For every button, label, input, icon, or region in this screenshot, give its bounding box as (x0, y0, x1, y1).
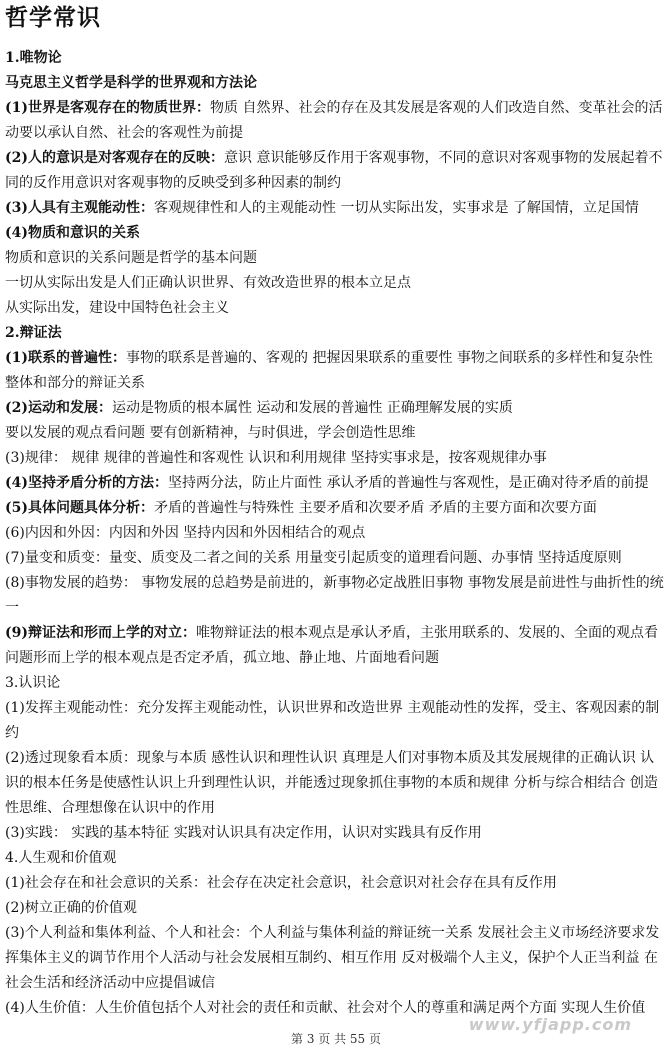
body-text: (2)透过现象看本质：现象与本质 感性认识和理性认识 真理是人们对事物本质及其发展规律的正确认识 认识的根本任务是使感性认识上升到理性认识，并能透过现象抓住事物的本质和规律 分析与综合相结合 创造性思维、合理想像在认识中的作用 (5, 750, 658, 816)
paragraph (5, 196, 667, 221)
body-text: 3.认识论 (5, 675, 61, 691)
body-text: 从实际出发，建设中国特色社会主义 (5, 300, 229, 316)
body-text: (1)社会存在和社会意识的关系：社会存在决定社会意识，社会意识对社会存在具有反作用 (5, 875, 557, 891)
paragraph (5, 421, 667, 446)
paragraph (5, 246, 667, 271)
paragraph (5, 496, 667, 521)
page-footer: 第 3 页 共 55 页 (291, 1032, 381, 1046)
body-text: 物质和意识的关系问题是哲学的基本问题 (5, 250, 257, 266)
paragraph (5, 521, 667, 546)
paragraph (5, 696, 667, 746)
paragraph (5, 571, 667, 621)
body-text: 4.人生观和价值观 (5, 850, 117, 866)
paragraph (5, 671, 667, 696)
body-text: 唯物辩证法的根本观点是承认矛盾，主张用联系的、发展的、全面的观点看问题形而上学的根本观点是否定矛盾，孤立地、静止地、片面地看问题 (5, 625, 658, 666)
body-text: 坚持两分法，防止片面性 承认矛盾的普遍性与客观性，是正确对待矛盾的前提 (168, 475, 649, 491)
bold-text: (5)具体问题具体分析： (5, 500, 154, 516)
body-text: (7)量变和质变：量变、质变及二者之间的关系 用量变引起质变的道理看问题、办事情 坚持适度原则 (5, 550, 622, 566)
paragraph (5, 346, 667, 396)
paragraph (5, 296, 667, 321)
bold-text: (2)运动和发展： (5, 400, 112, 416)
document-body (5, 46, 667, 1021)
body-text: (3)规律： 规律 规律的普遍性和客观性 认识和利用规律 坚持实事求是，按客观规律办事 (5, 450, 547, 466)
bold-text: 2.辩证法 (5, 325, 62, 341)
watermark: www.yfjapp.com (468, 1015, 632, 1034)
paragraph (5, 96, 667, 146)
body-text: 要以发展的观点看问题 要有创新精神，与时俱进，学会创造性思维 (5, 425, 416, 441)
body-text: 物质 自然界、社会的存在及其发展是客观的人们改造自然、变革社会的活动要以承认自然、社会的客观性为前提 (5, 100, 663, 141)
bold-text: (1)联系的普遍性： (5, 350, 126, 366)
bold-text: (9)辩证法和形而上学的对立： (5, 625, 196, 641)
bold-text: (2)人的意识是对客观存在的反映： (5, 150, 224, 166)
paragraph (5, 396, 667, 421)
paragraph (5, 46, 667, 71)
page-title: 哲学常识 (5, 5, 101, 31)
body-text: 矛盾的普遍性与特殊性 主要矛盾和次要矛盾 矛盾的主要方面和次要方面 (154, 500, 597, 516)
body-text: 意识 意识能够反作用于客观事物，不同的意识对客观事物的发展起着不同的反作用意识对客观事物的反映受到多种因素的制约 (5, 150, 663, 191)
paragraph (5, 446, 667, 471)
body-text: 运动是物质的根本属性 运动和发展的普遍性 正确理解发展的实质 (112, 400, 513, 416)
paragraph (5, 546, 667, 571)
paragraph (5, 846, 667, 871)
body-text: (3)实践： 实践的基本特征 实践对认识具有决定作用，认识对实践具有反作用 (5, 825, 482, 841)
bold-text: (1)世界是客观存在的物质世界： (5, 100, 210, 116)
paragraph (5, 871, 667, 896)
bold-text: (4)物质和意识的关系 (5, 225, 140, 241)
paragraph (5, 271, 667, 296)
paragraph (5, 321, 667, 346)
paragraph (5, 71, 667, 96)
body-text: 客观规律性和人的主观能动性 一切从实际出发，实事求是 了解国情，立足国情 (154, 200, 639, 216)
paragraph (5, 146, 667, 196)
body-text: (2)树立正确的价值观 (5, 900, 137, 916)
body-text: 一切从实际出发是人们正确认识世界、有效改造世界的根本立足点 (5, 275, 411, 291)
paragraph (5, 471, 667, 496)
bold-text: (4)坚持矛盾分析的方法： (5, 475, 168, 491)
paragraph (5, 621, 667, 671)
paragraph (5, 921, 667, 996)
bold-text: 马克思主义哲学是科学的世界观和方法论 (5, 75, 257, 91)
paragraph (5, 896, 667, 921)
body-text: (1)发挥主观能动性：充分发挥主观能动性，认识世界和改造世界 主观能动性的发挥，受主、客观因素的制约 (5, 700, 660, 741)
body-text: (6)内因和外因：内因和外因 坚持内因和外因相结合的观点 (5, 525, 366, 541)
bold-text: 1.唯物论 (5, 50, 62, 66)
body-text: 事物的联系是普遍的、客观的 把握因果联系的重要性 事物之间联系的多样性和复杂性 整体和部分的辩证关系 (5, 350, 653, 391)
paragraph (5, 221, 667, 246)
body-text: (4)人生价值：人生价值包括个人对社会的责任和贡献、社会对个人的尊重和满足两个方面 实现人生价值 (5, 1000, 646, 1016)
body-text: (8)事物发展的趋势： 事物发展的总趋势是前进的，新事物必定战胜旧事物 事物发展是前进性与曲折性的统一 (5, 575, 664, 616)
body-text: (3)个人利益和集体利益、个人和社会：个人利益与集体利益的辩证统一关系 发展社会主义市场经济要求发挥集体主义的调节作用个人活动与社会发展相互制约、相互作用 反对极端个人主义，保护个人正当利益 在社会生活和经济活动中应提倡诚信 (5, 925, 660, 991)
document-page (5, 4, 667, 1021)
paragraph (5, 821, 667, 846)
bold-text: (3)人具有主观能动性： (5, 200, 154, 216)
paragraph (5, 746, 667, 821)
